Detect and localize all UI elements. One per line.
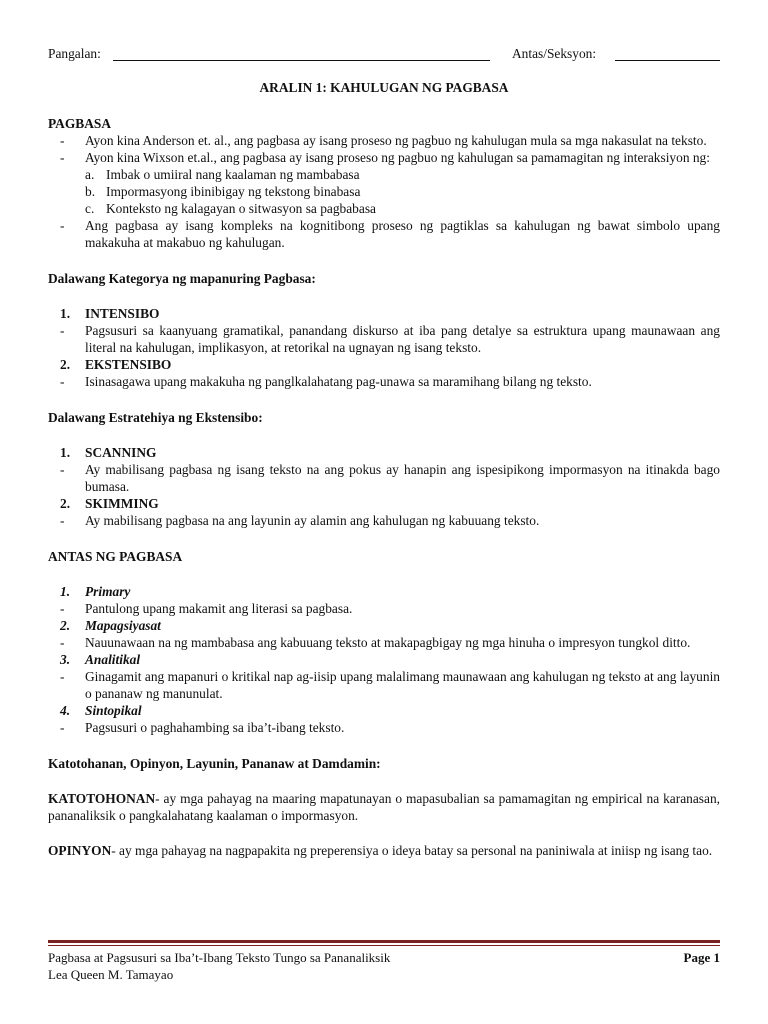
item-title: Sintopikal [85, 703, 142, 718]
antas-item-title [48, 702, 720, 719]
definition-text: - ay mga pahayag na maaring mapatunayan o mapasubalian sa pamamagitan ng empirical na karanasan, pananaliksik o pangkalahatang kaalaman o impormasyon. [48, 791, 720, 823]
antas-item-title [48, 617, 720, 634]
item-number: 1. [60, 306, 71, 321]
footer-author: Lea Queen M. Tamayao [48, 967, 174, 982]
estratehiya-item-title [48, 495, 720, 512]
definition-katotohonan [48, 790, 720, 824]
estratehiya-heading: Dalawang Estratehiya ng Ekstensibo: [48, 410, 263, 425]
footer-rule [48, 940, 720, 946]
name-field-line[interactable] [113, 60, 490, 61]
antas-item-desc: - Pantulong upang makamit ang literasi sa pagbasa. [48, 600, 720, 617]
header-fields [48, 45, 720, 65]
pagbasa-heading: PAGBASA [48, 116, 111, 131]
item-number: 1. [60, 445, 71, 460]
item-title: EKSTENSIBO [85, 357, 172, 372]
estratehiya-item-desc: - Ay mabilisang pagbasa ng isang teksto na ang pokus ay hanapin ang ispesipikong impormasyon na itinakda bago bumasa. [48, 461, 720, 495]
antas-item-desc: - Pagsusuri o paghahambing sa iba’t-ibang teksto. [48, 719, 720, 736]
definition-opinyon [48, 842, 720, 859]
item-number: 2. [60, 357, 71, 372]
kategorya-heading: Dalawang Kategorya ng mapanuring Pagbasa: [48, 271, 316, 286]
pagbasa-subitem [48, 166, 720, 183]
subitem-text: Imbak o umiiral nang kaalaman ng mambabasa [106, 167, 360, 182]
antas-item-title [48, 651, 720, 668]
section-field-line[interactable] [615, 60, 720, 61]
kategorya-item-title [48, 356, 720, 373]
pagbasa-item: - Ayon kina Anderson et. al., ang pagbasa ay isang proseso ng pagbuo ng kahulugan mula sa mga nakasulat na teksto. [48, 132, 720, 149]
definition-text: - ay mga pahayag na nagpapakita ng preperensiya o ideya batay sa personal na paniniwala at iniisp ng isang tao. [111, 843, 713, 858]
document-body [48, 79, 720, 859]
antas-heading: ANTAS NG PAGBASA [48, 549, 183, 564]
lesson-title: ARALIN 1: KAHULUGAN NG PAGBASA [259, 80, 509, 95]
subitem-marker: a. [85, 167, 95, 182]
subitem-marker: b. [85, 184, 96, 199]
item-title: Primary [85, 584, 131, 599]
pagbasa-item: - Ayon kina Wixson et.al., ang pagbasa ay isang proseso ng pagbuo ng kahulugan sa pamamagitan ng interaksiyon ng: [48, 149, 720, 166]
antas-item-desc: - Nauunawaan na ng mambabasa ang kabuuang teksto at makapagbigay ng mga hinuha o impresyon tungkol ditto. [48, 634, 720, 651]
definition-term: KATOTOHONAN [48, 791, 156, 806]
page-number: Page 1 [683, 950, 720, 965]
definition-term: OPINYON [48, 843, 112, 858]
item-number: 1. [60, 584, 71, 599]
item-title: Mapagsiyasat [85, 618, 161, 633]
item-number: 2. [60, 496, 71, 511]
kategorya-item-desc: - Pagsusuri sa kaanyuang gramatikal, panandang diskurso at iba pang detalye sa estruktura upang maunawaan ang literal na kahulugan, implikasyon, at retorikal na ugnayan ng isang teksto. [48, 322, 720, 356]
footer-course-title: Pagbasa at Pagsusuri sa Iba’t-Ibang Teksto Tungo sa Pananaliksik [48, 950, 391, 965]
pagbasa-item: - Ang pagbasa ay isang kompleks na kognitibong proseso ng pagtiklas sa kahulugan ng bawat simbolo upang makakuha at makabuo ng kahulugan. [48, 217, 720, 251]
item-number: 4. [60, 703, 71, 718]
kategorya-item-title [48, 305, 720, 322]
item-title: SKIMMING [85, 496, 159, 511]
subitem-marker: c. [85, 201, 95, 216]
page-footer [48, 949, 720, 983]
estratehiya-item-title [48, 444, 720, 461]
subitem-text: Konteksto ng kalagayan o sitwasyon sa pagbabasa [106, 201, 376, 216]
item-title: Analitikal [85, 652, 141, 667]
pagbasa-subitem [48, 183, 720, 200]
item-number: 2. [60, 618, 71, 633]
antas-item-title [48, 583, 720, 600]
kategorya-item-desc: - Isinasagawa upang makakuha ng panglkalahatang pag-unawa sa maramihang bilang ng teksto. [48, 373, 720, 390]
section-label: Antas/Seksyon: [512, 46, 597, 61]
estratehiya-item-desc: - Ay mabilisang pagbasa na ang layunin ay alamin ang kahulugan ng kabuuang teksto. [48, 512, 720, 529]
subitem-text: Impormasyong ibinibigay ng tekstong binabasa [106, 184, 361, 199]
katotohanan-heading: Katotohanan, Opinyon, Layunin, Pananaw at Damdamin: [48, 756, 381, 771]
item-title: SCANNING [85, 445, 157, 460]
item-number: 3. [60, 652, 71, 667]
antas-item-desc: - Ginagamit ang mapanuri o kritikal nap ag-iisip upang malalimang maunawaan ang kahulugan ng teksto at ang layunin o pananaw ng manunulat. [48, 668, 720, 702]
pagbasa-subitem [48, 200, 720, 217]
item-title: INTENSIBO [85, 306, 160, 321]
name-label: Pangalan: [48, 46, 101, 61]
